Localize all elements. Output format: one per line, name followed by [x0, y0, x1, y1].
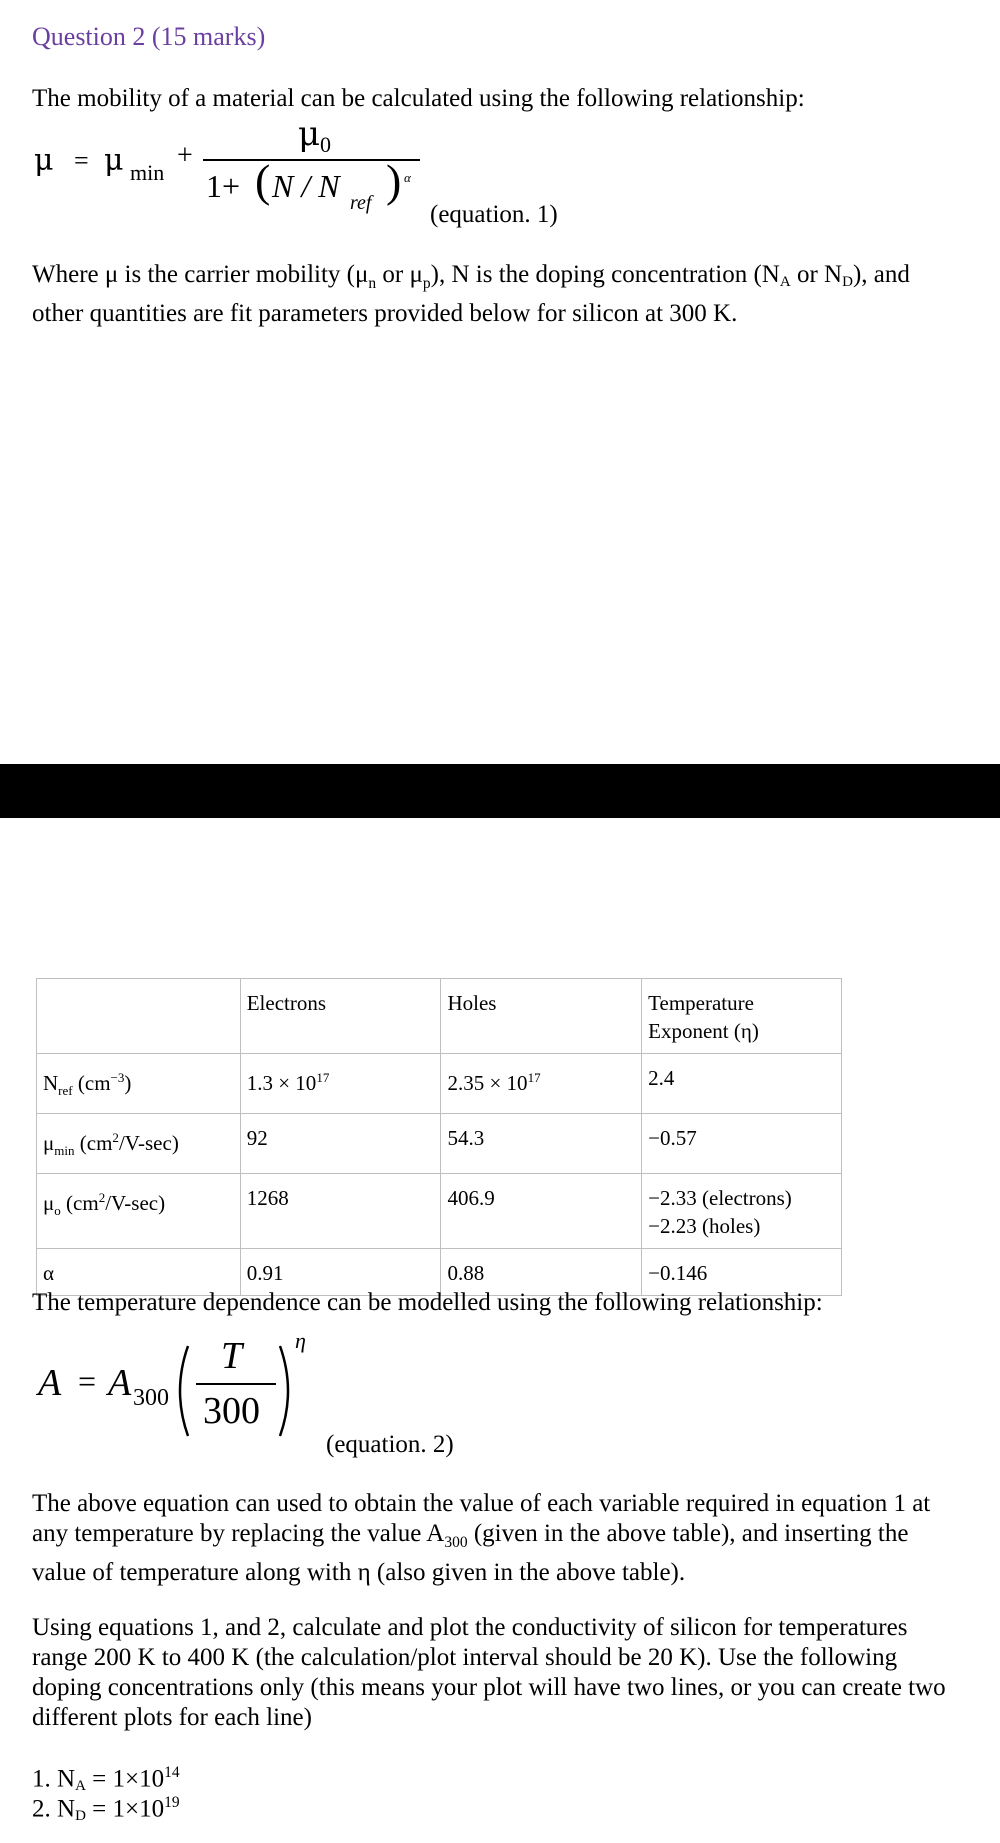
where-sub-a: A — [779, 273, 791, 290]
above-line-3: value of temperature along with η (also given in the above table). — [32, 1559, 686, 1586]
eq1-mu: μ — [34, 143, 54, 178]
using-line-3: doping concentrations only (this means your plot will have two lines, or you can create two — [32, 1674, 946, 1701]
table-header-temperature — [642, 979, 842, 1054]
eq2-paren-right — [280, 1346, 288, 1436]
parameter-table — [36, 978, 842, 1296]
eq1-denom-ref-sub: ref — [350, 192, 372, 214]
nref-sub: ref — [58, 1083, 73, 1099]
where-line-1 — [32, 260, 982, 299]
where-sub-n: n — [368, 275, 377, 292]
eq2-fraction-bar — [196, 1383, 276, 1385]
mu0-sub: o — [54, 1203, 61, 1219]
eq1-exponent: α — [404, 170, 411, 185]
above-line-2-sub: 300 — [444, 1534, 468, 1551]
where-line-2: other quantities are fit parameters provided below for silicon at 300 K. — [32, 300, 738, 327]
eq2-paren-left — [180, 1346, 188, 1436]
above-line-2 — [32, 1519, 982, 1558]
above-line-2b: (given in the above table), and inserting the — [467, 1520, 909, 1547]
list-item-na — [32, 1764, 180, 1795]
eq1-denom-n-over: N / N — [272, 168, 340, 204]
where-paragraph — [32, 260, 982, 329]
nref-temperature: 2.4 — [642, 1054, 842, 1114]
eq2-label: (equation. 2) — [326, 1431, 454, 1458]
using-paragraph — [32, 1613, 982, 1733]
mu0-holes: 406.9 — [441, 1174, 642, 1249]
eq2-a300-sub: 300 — [133, 1385, 169, 1411]
eq1-plus: + — [177, 140, 193, 171]
mumin-close: /V-sec) — [118, 1131, 179, 1156]
alpha-electrons: 0.91 — [240, 1249, 441, 1296]
where-t4: or N — [790, 261, 843, 288]
mumin-unit: (cm — [74, 1131, 113, 1156]
table-header-empty — [37, 979, 241, 1054]
na-sup: 14 — [164, 1764, 180, 1781]
table-header-row — [37, 979, 842, 1054]
mumin-label — [37, 1114, 241, 1174]
nref-sup: −3 — [110, 1070, 125, 1085]
where-sub-p: p — [422, 275, 431, 292]
above-line-2a: any temperature by replacing the value A — [32, 1520, 445, 1547]
nref-e-sup: 17 — [316, 1070, 330, 1085]
mu0-sup: 2 — [98, 1190, 106, 1206]
black-redaction-band — [0, 764, 1000, 818]
eq2-denominator: 300 — [203, 1390, 260, 1432]
mu0-mu: μ — [43, 1191, 55, 1216]
mumin-sub: min — [54, 1143, 75, 1159]
above-paragraph — [32, 1489, 982, 1588]
mu0-close: /V-sec) — [105, 1191, 166, 1216]
eq1-label: (equation. 1) — [430, 201, 558, 228]
nref-close: ) — [124, 1071, 132, 1095]
mumin-sup: 2 — [112, 1130, 119, 1146]
nref-unit: (cm — [72, 1071, 111, 1095]
using-line-2: range 200 K to 400 K (the calculation/plot interval should be 20 K). Use the following — [32, 1644, 898, 1671]
using-line-1: Using equations 1, and 2, calculate and plot the conductivity of silicon for temperatures — [32, 1614, 908, 1641]
where-t2: or μ — [376, 261, 423, 288]
mu0-electrons: 1268 — [240, 1174, 441, 1249]
question-heading: Question 2 (15 marks) — [32, 22, 266, 51]
mumin-electrons: 92 — [240, 1114, 441, 1174]
temp-header-line-1: Temperature — [648, 991, 754, 1015]
eq1-numerator-sub: 0 — [320, 132, 331, 157]
where-t1: Where μ is the carrier mobility (μ — [32, 261, 369, 288]
mumin-holes: 54.3 — [441, 1114, 642, 1174]
eq1-min-sub: min — [130, 160, 165, 185]
nd-sub: D — [75, 1808, 86, 1825]
table-header-electrons: Electrons — [240, 979, 441, 1054]
mu0-temperature — [642, 1174, 842, 1249]
eq2-exponent: η — [295, 1328, 306, 1353]
nref-label — [37, 1054, 241, 1114]
nref-e-base: 1.3 × 10 — [246, 1071, 317, 1095]
eq2-a300: A — [108, 1362, 132, 1404]
alpha-label: α — [37, 1249, 241, 1296]
nref-electrons — [240, 1054, 441, 1114]
na-value: = 1×10 — [85, 1765, 165, 1793]
mumin-temperature: −0.57 — [642, 1114, 842, 1174]
mu0-unit: (cm — [60, 1191, 99, 1216]
table-row-nref — [37, 1054, 842, 1114]
alpha-temperature: −0.146 — [642, 1249, 842, 1296]
table-row-mumin — [37, 1114, 842, 1174]
eq1-numerator-mu: μ — [298, 114, 321, 154]
table-header-holes: Holes — [441, 979, 642, 1054]
mu0-t-holes: −2.23 (holes) — [648, 1214, 761, 1239]
eq2-numerator: T — [221, 1335, 243, 1377]
table-row-mu0 — [37, 1174, 842, 1249]
eq1-equals: = — [74, 146, 89, 175]
mu0-t-electrons: −2.33 (electrons) — [648, 1186, 792, 1211]
mu0-label — [37, 1174, 241, 1249]
temp-header-line-2: Exponent (η) — [648, 1019, 759, 1043]
temp-intro-text: The temperature dependence can be modelled using the following relationship: — [32, 1289, 823, 1316]
eq1-denom-paren-open: ( — [255, 155, 271, 206]
nref-h-sup: 17 — [527, 1070, 541, 1085]
list-item-nd — [32, 1794, 180, 1825]
eq1-mu-min: μ — [104, 143, 124, 178]
nd-sup: 19 — [164, 1794, 180, 1811]
mumin-mu: μ — [43, 1131, 55, 1156]
nd-value: = 1×10 — [85, 1795, 165, 1823]
nref-h-base: 2.35 × 10 — [447, 1071, 528, 1095]
nref-holes — [441, 1054, 642, 1114]
eq1-denom-paren-close: ) — [386, 155, 402, 206]
na-prefix: 1. N — [32, 1765, 76, 1793]
alpha-holes: 0.88 — [441, 1249, 642, 1296]
nd-prefix: 2. N — [32, 1795, 76, 1823]
eq2-equals: = — [78, 1363, 97, 1399]
above-line-1: The above equation can used to obtain the value of each variable required in equation 1 at — [32, 1490, 931, 1517]
eq2-lhs: A — [38, 1362, 62, 1404]
intro-text: The mobility of a material can be calculated using the following relationship: — [32, 85, 805, 112]
nref-n: N — [43, 1071, 59, 1095]
where-t5: ), and — [852, 261, 910, 288]
using-line-4: different plots for each line) — [32, 1704, 312, 1731]
where-sub-d: D — [842, 273, 853, 290]
na-sub: A — [75, 1778, 86, 1795]
where-t3: ), N is the doping concentration (N — [430, 261, 780, 288]
eq1-denom-one-plus: 1+ — [206, 168, 241, 204]
